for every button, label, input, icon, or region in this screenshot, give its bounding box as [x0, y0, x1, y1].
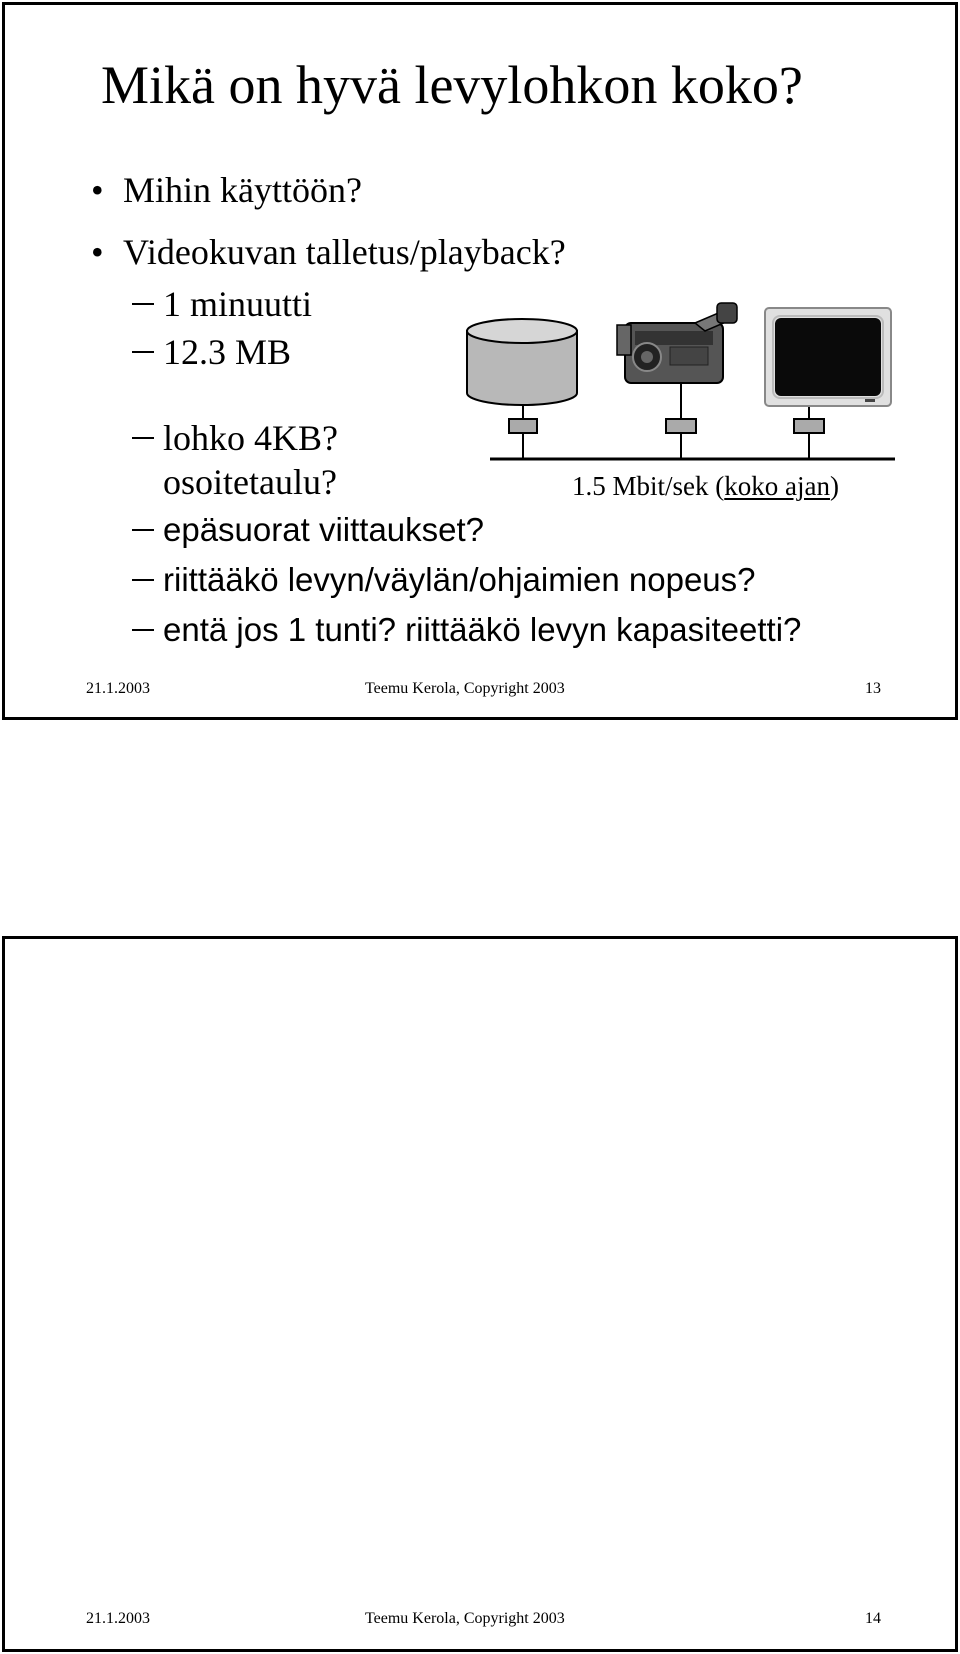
- sub-indirect-refs: epäsuorat viittaukset?: [163, 511, 485, 548]
- sub-capacity-question: entä jos 1 tunti? riittääkö levyn kapasiteetti?: [163, 611, 802, 648]
- sub-speed-question: riittääkö levyn/väylän/ohjaimien nopeus?: [163, 561, 756, 598]
- footer-author: Teemu Kerola, Copyright 2003: [365, 680, 565, 697]
- slide-14: [2, 936, 958, 1652]
- data-rate-suffix: ): [829, 471, 839, 501]
- data-rate-prefix: 1.5 Mbit/sek (: [572, 471, 725, 501]
- footer-author: Teemu Kerola, Copyright 2003: [365, 1610, 565, 1627]
- bullet-video: Videokuvan talletus/playback?: [123, 232, 566, 272]
- footer-page-number: 14: [865, 1610, 881, 1627]
- disk-icon: [467, 319, 577, 405]
- sub-size: 12.3 MB: [163, 332, 292, 372]
- sub-address-table: osoitetaulu?: [163, 462, 337, 502]
- monitor-icon: [765, 308, 891, 406]
- data-rate-underlined: koko ajan: [724, 471, 830, 501]
- slide-title: Mikä on hyvä levylohkon koko?: [101, 55, 803, 115]
- slide-13: [2, 2, 958, 720]
- device-diagram: [5, 5, 955, 715]
- footer-date: 21.1.2003: [86, 1610, 150, 1627]
- sub-one-minute: 1 minuutti: [163, 284, 313, 324]
- data-rate-label: [572, 470, 839, 502]
- camcorder-connector: [666, 375, 696, 459]
- footer-date: 21.1.2003: [86, 680, 150, 697]
- camcorder-icon: [617, 303, 737, 383]
- sub-block-size: lohko 4KB?: [163, 418, 338, 458]
- bullet-dot: •: [91, 170, 104, 210]
- footer-page-number: 13: [865, 680, 881, 697]
- monitor-connector: [794, 400, 824, 459]
- bullet-usage: Mihin käyttöön?: [123, 170, 362, 210]
- bullet-dot: •: [91, 232, 104, 272]
- disk-connector: [509, 400, 537, 459]
